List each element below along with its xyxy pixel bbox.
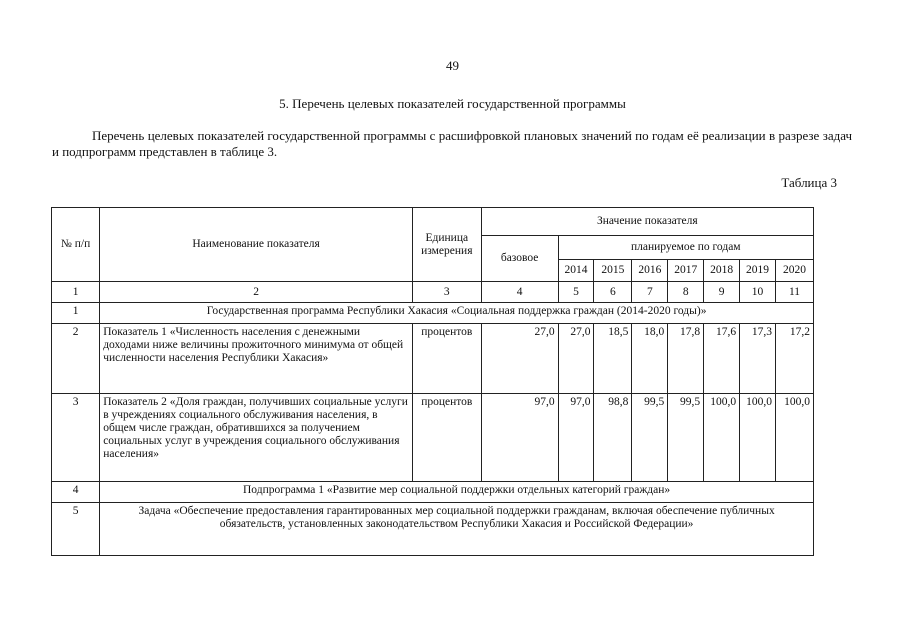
column-number: 7 [632, 282, 668, 303]
header-year: 2015 [594, 260, 632, 282]
row-num: 3 [52, 394, 100, 482]
table-row [52, 503, 814, 556]
table-row [52, 324, 814, 394]
indicator-value: 18,0 [632, 324, 668, 394]
task-text: Задача «Обеспечение предоставления гарантированных мер социальной поддержки гражданам, включая обеспечение публичных обязательств, установленных законодательством Республики Хакасия и Российской Федерации» [100, 503, 814, 556]
indicator-name: Показатель 2 «Доля граждан, получивших социальные услуги в учреждениях социального обслуживания населения, в общем числе граждан, обратившихся за получением социальных услуг в учреждения социального обслуживания населения» [100, 394, 413, 482]
indicator-base: 97,0 [481, 394, 558, 482]
row-num: 1 [52, 303, 100, 324]
row-num: 5 [52, 503, 100, 556]
section-title: 5. Перечень целевых показателей государственной программы [279, 96, 626, 111]
indicator-name: Показатель 1 «Численность населения с денежными доходами ниже величины прожиточного минимума от общей численности населения Республики Хакасия» [100, 324, 413, 394]
column-number: 9 [704, 282, 740, 303]
indicator-value: 100,0 [740, 394, 776, 482]
column-number: 5 [558, 282, 594, 303]
column-number: 6 [594, 282, 632, 303]
table-row [52, 303, 814, 324]
header-base: базовое [481, 236, 558, 282]
indicator-value: 27,0 [558, 324, 594, 394]
header-year: 2016 [632, 260, 668, 282]
table-row [52, 394, 814, 482]
column-number: 3 [412, 282, 481, 303]
indicators-table [51, 207, 814, 556]
indicator-value: 97,0 [558, 394, 594, 482]
indicator-base: 27,0 [481, 324, 558, 394]
column-number: 8 [668, 282, 704, 303]
column-number: 2 [100, 282, 413, 303]
table-label: Таблица 3 [781, 175, 837, 190]
column-number: 4 [481, 282, 558, 303]
header-name: Наименование показателя [100, 208, 413, 282]
row-num: 2 [52, 324, 100, 394]
indicator-value: 17,8 [668, 324, 704, 394]
page-number: 49 [446, 58, 459, 73]
table-row [52, 482, 814, 503]
indicator-value: 100,0 [775, 394, 813, 482]
column-number: 1 [52, 282, 100, 303]
column-number: 11 [775, 282, 813, 303]
indicator-value: 99,5 [632, 394, 668, 482]
indicator-value: 99,5 [668, 394, 704, 482]
header-planned: планируемое по годам [558, 236, 813, 260]
subprogram-title: Подпрограмма 1 «Развитие мер социальной поддержки отдельных категорий граждан» [100, 482, 814, 503]
indicator-value: 100,0 [704, 394, 740, 482]
indicator-unit: процентов [412, 394, 481, 482]
header-value-group: Значение показателя [481, 208, 813, 236]
column-number-row [52, 282, 814, 303]
row-num: 4 [52, 482, 100, 503]
header-unit: Единица измерения [412, 208, 481, 282]
column-number: 10 [740, 282, 776, 303]
header-year: 2020 [775, 260, 813, 282]
indicator-unit: процентов [412, 324, 481, 394]
indicator-value: 17,3 [740, 324, 776, 394]
indicator-value: 17,6 [704, 324, 740, 394]
indicator-value: 98,8 [594, 394, 632, 482]
header-year: 2017 [668, 260, 704, 282]
header-year: 2014 [558, 260, 594, 282]
header-year: 2019 [740, 260, 776, 282]
header-num: № п/п [52, 208, 100, 282]
intro-paragraph: Перечень целевых показателей государственной программы с расшифровкой плановых значений по годам её реализации в разрезе задач и подпрограмм представлен в таблице 3. [52, 128, 852, 159]
header-year: 2018 [704, 260, 740, 282]
indicator-value: 18,5 [594, 324, 632, 394]
program-title: Государственная программа Республики Хакасия «Социальная поддержка граждан (2014-2020 годы)» [100, 303, 814, 324]
indicator-value: 17,2 [775, 324, 813, 394]
